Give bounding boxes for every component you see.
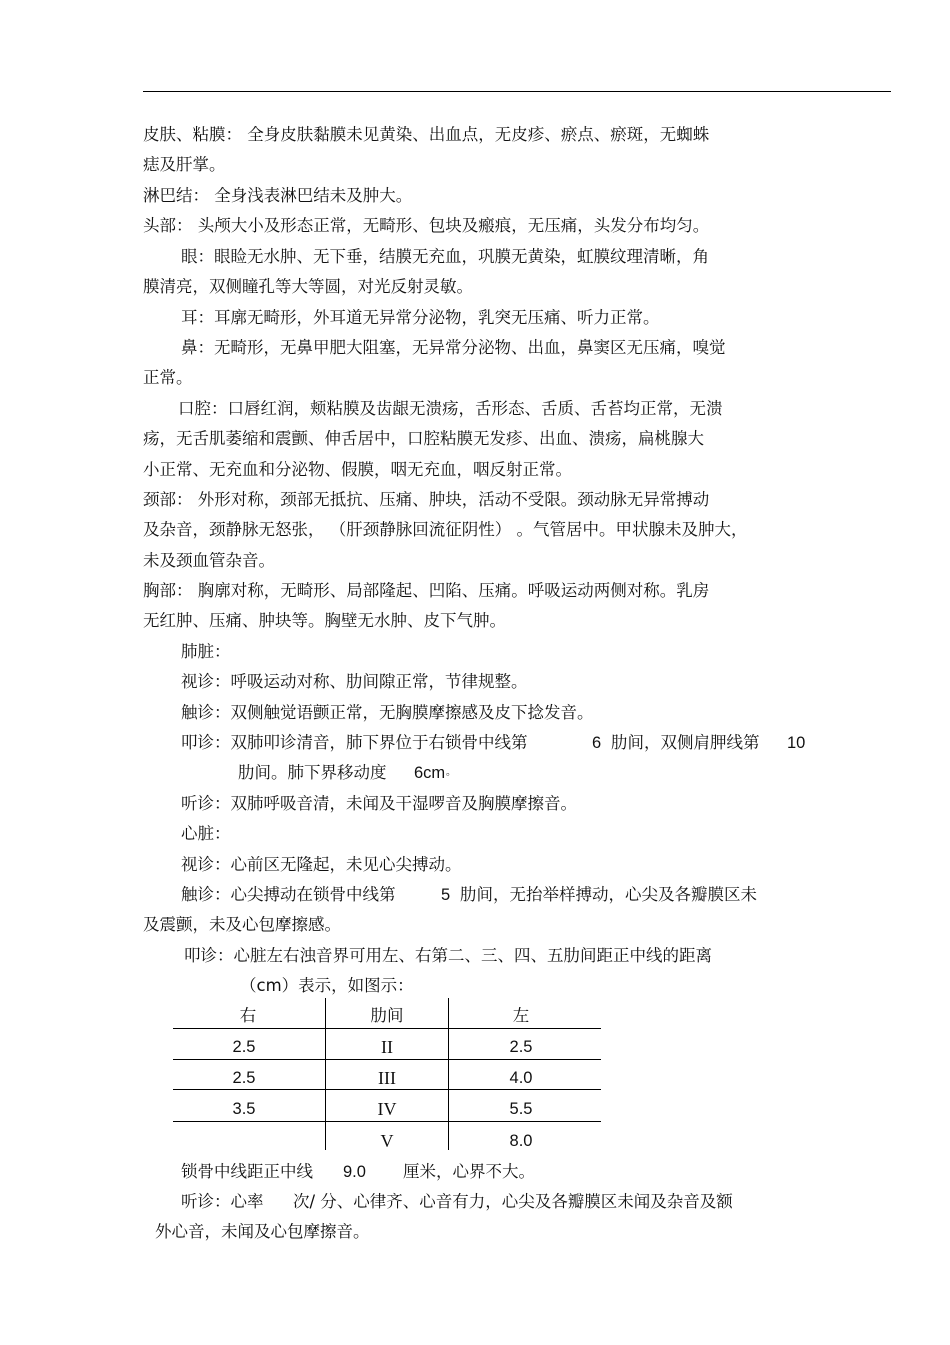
chest-line-2: 无红肿、压痛、肿块等。胸壁无水肿、皮下气肿。 (143, 611, 506, 630)
nose-line-2: 正常。 (143, 368, 193, 387)
heart-heading: 心脏： (181, 824, 231, 843)
table-cell-intercostal: II (381, 1037, 393, 1057)
table-cell-right: 3.5 (232, 1100, 256, 1118)
table-header-intercostal: 肋间 (370, 1006, 404, 1025)
table-rule (173, 1121, 601, 1122)
heart-percussion-line-1: 叩诊：心脏左右浊音界可用左、右第二、三、四、五肋间距正中线的距离 (184, 946, 712, 965)
table-cell-intercostal: III (378, 1068, 396, 1088)
head-line: 头部： 头颅大小及形态正常，无畸形、包块及瘢痕，无压痛，头发分布均匀。 (143, 216, 710, 235)
clavicle-distance-value: 9.0 (343, 1163, 366, 1181)
neck-line-3: 未及颈血管杂音。 (143, 551, 275, 570)
table-rule (173, 1059, 601, 1060)
heart-palpation-rib-number: 5 (441, 886, 451, 904)
heart-auscultation-line-2: 外心音，未闻及心包摩擦音。 (155, 1222, 370, 1241)
lung-percussion-text-a: 叩诊：双肺叩诊清音，肺下界位于右锁骨中线第 (181, 733, 528, 752)
table-rule (173, 1028, 601, 1029)
mouth-line-3: 小正常、无充血和分泌物、假膜，咽无充血，咽反射正常。 (143, 460, 572, 479)
mouth-line-1: 口腔：口唇红润，颊粘膜及齿龈无溃疡，舌形态、舌质、舌苔均正常，无溃 (178, 399, 723, 418)
clavicle-text-b: 厘米，心界不大。 (403, 1162, 535, 1181)
table-header-left: 左 (512, 1006, 530, 1025)
heart-auscultation-text-a: 听诊：心率 (181, 1192, 264, 1211)
table-cell-left: 2.5 (509, 1038, 533, 1056)
lung-percussion-text-b: 肋间，双侧肩胛线第 (611, 733, 760, 752)
clavicle-text-a: 锁骨中线距正中线 (181, 1162, 313, 1181)
lung-inspection: 视诊：呼吸运动对称、肋间隙正常，节律规整。 (181, 672, 528, 691)
chest-line-1: 胸部： 胸廓对称，无畸形、局部隆起、凹陷、压痛。呼吸运动两侧对称。乳房 (143, 581, 710, 600)
header-rule (143, 91, 891, 92)
lung-percussion-text-2a: 肋间。肺下界移动度 (238, 763, 387, 782)
neck-line-1: 颈部： 外形对称，颈部无抵抗、压痛、肿块，活动不受限。颈动脉无异常搏动 (143, 490, 710, 509)
heart-palpation-text-a: 触诊：心尖搏动在锁骨中线第 (181, 885, 396, 904)
lung-auscultation: 听诊：双肺呼吸音清，未闻及干湿啰音及胸膜摩擦音。 (181, 794, 577, 813)
heart-palpation-text-b: 肋间，无抬举样搏动，心尖及各瓣膜区未 (460, 885, 757, 904)
lung-heading: 肺脏： (181, 642, 231, 661)
lymph-line: 淋巴结： 全身浅表淋巴结未及肿大。 (143, 186, 413, 205)
eye-line-2: 膜清亮，双侧瞳孔等大等圆，对光反射灵敏。 (143, 277, 473, 296)
skin-line-2: 痣及肝掌。 (143, 155, 226, 174)
neck-line-2: 及杂音，颈静脉无怒张， （肝颈静脉回流征阴性） 。气管居中。甲状腺未及肿大， (143, 520, 748, 539)
heart-percussion-line-2: （cm）表示，如图示： (240, 976, 414, 995)
table-cell-right: 2.5 (232, 1069, 256, 1087)
nose-line-1: 鼻：无畸形，无鼻甲肥大阻塞，无异常分泌物、出血，鼻窦区无压痛，嗅觉 (181, 338, 726, 357)
eye-line-1: 眼：眼睑无水肿、无下垂，结膜无充血，巩膜无黄染，虹膜纹理清晰，角 (181, 247, 709, 266)
lung-mobility-value: 6cm (414, 764, 446, 782)
lung-percussion-rib-number: 6 (592, 734, 602, 752)
table-cell-right: 2.5 (232, 1038, 256, 1056)
lung-percussion-scapular-number: 10 (787, 734, 806, 752)
lung-percussion-text-2b: 。 (446, 767, 456, 778)
table-cell-intercostal: V (380, 1131, 394, 1151)
cardiac-dullness-table (173, 998, 601, 1150)
ear-line: 耳：耳廓无畸形，外耳道无异常分泌物，乳突无压痛、听力正常。 (181, 308, 660, 327)
mouth-line-2: 疡，无舌肌萎缩和震颤、伸舌居中，口腔粘膜无发疹、出血、溃疡，扁桃腺大 (143, 429, 704, 448)
table-cell-intercostal: IV (377, 1099, 397, 1119)
skin-line-1: 皮肤、粘膜： 全身皮肤黏膜未见黄染、出血点，无皮疹、瘀点、瘀斑，无蜘蛛 (143, 125, 710, 144)
table-rule (173, 1089, 601, 1090)
heart-palpation-line-2: 及震颤，未及心包摩擦感。 (143, 915, 341, 934)
heart-inspection: 视诊：心前区无隆起，未见心尖搏动。 (181, 855, 462, 874)
heart-auscultation-text-b: 次/ 分、心律齐、心音有力，心尖及各瓣膜区未闻及杂音及额 (293, 1192, 733, 1211)
table-cell-left: 5.5 (509, 1100, 533, 1118)
table-cell-left: 8.0 (509, 1132, 533, 1150)
lung-palpation: 触诊：双侧触觉语颤正常，无胸膜摩擦感及皮下捻发音。 (181, 703, 594, 722)
table-header-right: 右 (239, 1006, 257, 1025)
table-cell-left: 4.0 (509, 1069, 533, 1087)
